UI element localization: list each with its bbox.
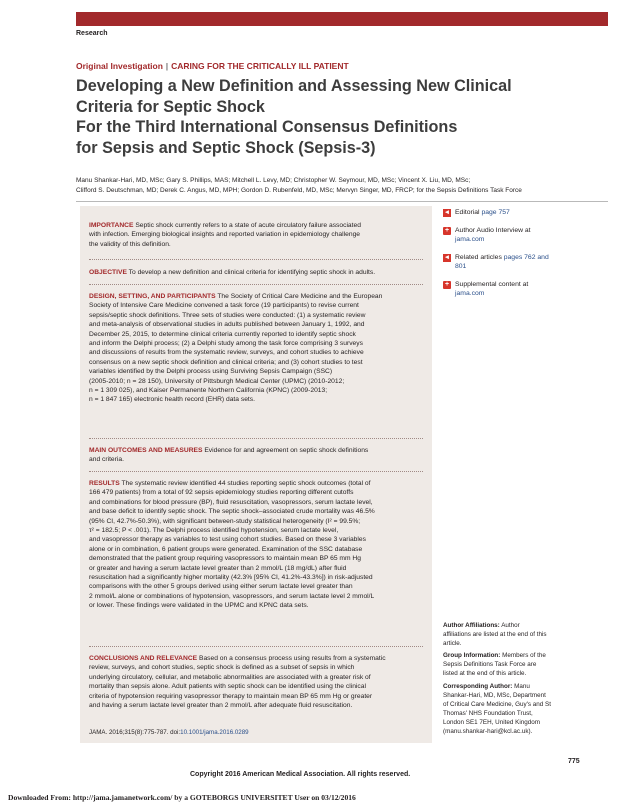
results-text: demonstrated that the patient group requiring vasopressors to maintain mean BP 65 mm Hg: [89, 555, 361, 563]
design-text: (2005-2010; n = 28 150), University of Pittsburgh Medical Center (UPMC) (2010-2012;: [89, 377, 345, 385]
link-label: Supplemental content at: [455, 280, 529, 288]
abstract-conclusions: [89, 654, 425, 710]
corresponding-text: Manu: [514, 683, 530, 690]
importance-label: IMPORTANCE: [89, 222, 134, 229]
results-text: and base deficit to identify septic shock. The septic shock–associated crude mortality was 46.5%: [89, 508, 375, 516]
results-text: τ² = 182.5; P < .001). The Delphi process identified hypotension, serum lactate level,: [89, 527, 339, 535]
results-text: and vasopressor therapy as variables to test using cohort studies. Based on these 3 variables: [89, 536, 366, 544]
conclusions-label: CONCLUSIONS AND RELEVANCE: [89, 655, 198, 662]
author-list: [76, 176, 606, 195]
design-text: and meta-analysis of observational studies in adults published between January 1, 1992, and: [89, 321, 365, 329]
design-text: and inform the Delphi process; (2) a Delphi study among the task force comprising 3 surveys: [89, 340, 363, 348]
link-ref[interactable]: 801: [455, 263, 467, 270]
outcomes-text: Evidence for and agreement on septic shock definitions: [204, 447, 369, 454]
corresponding-text: Thomas' NHS Foundation Trust,: [443, 709, 533, 717]
conclusions-text: and having a serum lactate level greater than 2 mmol/L after adequate fluid resuscitation.: [89, 702, 353, 710]
group-information: [443, 652, 593, 679]
citation: [89, 729, 249, 736]
supplemental-link[interactable]: [443, 280, 593, 299]
importance-text: the validity of this definition.: [89, 240, 171, 248]
citation-text: JAMA. 2016;315(8):775-787. doi:: [89, 729, 181, 736]
corresponding-text: of Critical Care Medicine, Guy's and St: [443, 700, 551, 708]
results-text: The systematic review identified 44 studies reporting septic shock outcomes (total of: [121, 480, 371, 487]
corresponding-text: London SE1 7EH, United Kingdom: [443, 718, 540, 726]
group-text: Members of the: [502, 652, 546, 659]
design-text: sepsis/septic shock definitions. Three sets of studies were conducted: (1) a systematic review: [89, 311, 366, 319]
conclusions-text: underlying circulatory, cellular, and metabolic abnormalities are associated with a greater risk of: [89, 673, 371, 681]
abstract-divider: [89, 284, 423, 285]
design-text: December 25, 2015, to determine clinical criteria currently reported to identify septic shock: [89, 330, 356, 338]
header-color-bar: [76, 12, 608, 26]
title-line: Developing a New Definition and Assessing New Clinical: [76, 77, 512, 95]
editorial-link[interactable]: [443, 208, 593, 218]
objective-text: To develop a new definition and clinical criteria for identifying septic shock in adults.: [128, 269, 376, 276]
group-text: listed at the end of this article.: [443, 669, 527, 677]
objective-label: OBJECTIVE: [89, 269, 127, 276]
results-text: or greater and having a serum lactate level greater than 2 mmol/L (18 mg/dL) after fluid: [89, 564, 347, 572]
section-label: Research: [76, 30, 108, 37]
corresponding-text: Shankar-Hari, MD, MSc, Department: [443, 691, 546, 699]
link-label: Author Audio Interview at: [455, 226, 531, 234]
article-topic: CARING FOR THE CRITICALLY ILL PATIENT: [171, 61, 349, 71]
results-label: RESULTS: [89, 480, 120, 487]
author-line: Clifford S. Deutschman, MD; Derek C. Angus, MD, MPH; Gordon D. Rubenfeld, MD, MSc; Mervyn Singer, MD, FRCP; for the Sepsis Definitions Task Force: [76, 186, 522, 194]
design-text: variables identified by the Delphi process using Surviving Sepsis Campaign (SSC): [89, 368, 333, 376]
corresponding-author: [443, 683, 593, 736]
abstract-divider: [89, 646, 423, 647]
editorial-icon: ◂: [443, 209, 451, 217]
results-text: or lower. These findings were validated in the UPMC and KPNC data sets.: [89, 602, 309, 610]
design-text: and discussions of results from the systematic review, surveys, and cohort studies to achieve: [89, 349, 364, 357]
abstract-divider: [89, 259, 423, 260]
subtitle-line: For the Third International Consensus Definitions: [76, 118, 458, 136]
subtitle-line: for Sepsis and Septic Shock (Sepsis-3): [76, 138, 376, 157]
affiliations-text: article.: [443, 639, 462, 647]
related-links: [443, 208, 593, 307]
results-text: (95% CI, 42.7%-50.3%), with significant between-study statistical heterogeneity (I² = 99.5%;: [89, 517, 361, 525]
results-text: 2 mmol/L alone or combinations of hypotension, vasopressors, and serum lactate level 2 mmol/L: [89, 592, 375, 600]
design-text: consensus on a new septic shock definition and clinical criteria; and (3) cohort studies to test: [89, 358, 363, 366]
conclusions-text: criteria of hypotension requiring vasopressor therapy to maintain mean BP 65 mm Hg or greater: [89, 692, 373, 700]
abstract-outcomes: [89, 446, 425, 465]
design-text: Society of Intensive Care Medicine convened a task force (19 participants) to revise current: [89, 302, 359, 310]
results-text: comparisons with the other 5 groups derived using either serum lactate level greater than: [89, 583, 353, 591]
title-line: Criteria for Septic Shock: [76, 97, 265, 116]
author-line: Manu Shankar-Hari, MD, MSc; Gary S. Phillips, MAS; Mitchell L. Levy, MD; Christopher W. Seymour, MD, MSc; Vincent X. Liu, MD, MSc;: [76, 177, 471, 184]
abstract-divider: [89, 438, 423, 439]
link-ref[interactable]: pages 762 and: [503, 253, 549, 261]
audio-interview-link[interactable]: [443, 226, 593, 245]
importance-text: Septic shock currently refers to a state of acute circulatory failure associated: [135, 222, 361, 229]
affiliations-text: affiliations are listed at the end of this: [443, 630, 547, 638]
article-kicker: [76, 61, 349, 71]
group-text: Sepsis Definitions Task Force are: [443, 660, 537, 668]
link-label: Related articles: [455, 253, 502, 261]
abstract-results: [89, 479, 425, 611]
importance-text: with infection. Emerging biological insights and reported variation in epidemiology challenge: [89, 231, 361, 239]
related-articles-icon: ◂: [443, 254, 451, 262]
article-type: Original Investigation: [76, 61, 163, 71]
header-divider: [76, 201, 608, 202]
outcomes-text: and criteria.: [89, 456, 124, 464]
results-text: 166 479 patients) from a total of 92 sepsis epidemiology studies reporting different cutoffs: [89, 489, 354, 497]
affiliations-heading: Author Affiliations:: [443, 622, 500, 629]
plus-icon: +: [444, 280, 450, 288]
kicker-separator: |: [165, 61, 169, 71]
link-label: Editorial: [455, 209, 480, 216]
abstract-importance: [89, 221, 425, 249]
conclusions-text: mortality than sepsis alone. Adult patients with septic shock can be identified using the clinical: [89, 683, 366, 691]
abstract-objective: [89, 268, 425, 277]
author-affiliations: [443, 622, 593, 649]
results-text: resuscitation had a significantly higher mortality (42.3% [95% CI, 41.2%-43.3%]) in risk-adjusted: [89, 574, 373, 582]
plus-icon: +: [444, 226, 450, 234]
abstract-divider: [89, 471, 423, 472]
link-ref[interactable]: jama.com: [455, 290, 485, 297]
corresponding-email[interactable]: (manu.shankar-hari@kcl.ac.uk).: [443, 727, 533, 735]
doi-link[interactable]: 10.1001/jama.2016.0289: [180, 729, 249, 736]
page-number: 775: [568, 758, 580, 765]
abstract-design: [89, 292, 425, 405]
design-text: The Society of Critical Care Medicine and the European: [217, 293, 383, 300]
corresponding-heading: Corresponding Author:: [443, 683, 513, 690]
results-text: and combinations for blood pressure (BP), fluid resuscitation, vasopressors, serum lactate level,: [89, 498, 373, 506]
copyright-notice: Copyright 2016 American Medical Association. All rights reserved.: [190, 771, 411, 778]
group-heading: Group Information:: [443, 652, 501, 659]
conclusions-text: Based on a consensus process using results from a systematic: [198, 655, 386, 662]
outcomes-label: MAIN OUTCOMES AND MEASURES: [89, 447, 203, 454]
conclusions-text: review, surveys, and cohort studies, septic shock is defined as a subset of sepsis in which: [89, 664, 355, 672]
link-ref[interactable]: jama.com: [455, 236, 485, 243]
related-articles-link[interactable]: [443, 253, 593, 272]
download-stamp: Downloaded From: http://jama.jamanetwork.com/ by a GOTEBORGS UNIVERSITET User on 03/12/2016: [8, 793, 356, 802]
design-text: n = 1 847 165) electronic health record (EHR) data sets.: [89, 396, 255, 404]
link-ref[interactable]: page 757: [481, 209, 510, 216]
results-text: alone or in combination, 6 patient groups were generated. Examination of the SSC database: [89, 545, 363, 553]
article-title: [76, 76, 596, 158]
design-text: n = 1 309 025), and Kaiser Permanente Northern California (KPNC) (2009-2013;: [89, 387, 328, 395]
design-label: DESIGN, SETTING, AND PARTICIPANTS: [89, 293, 216, 300]
affiliations-text: Author: [501, 622, 520, 629]
